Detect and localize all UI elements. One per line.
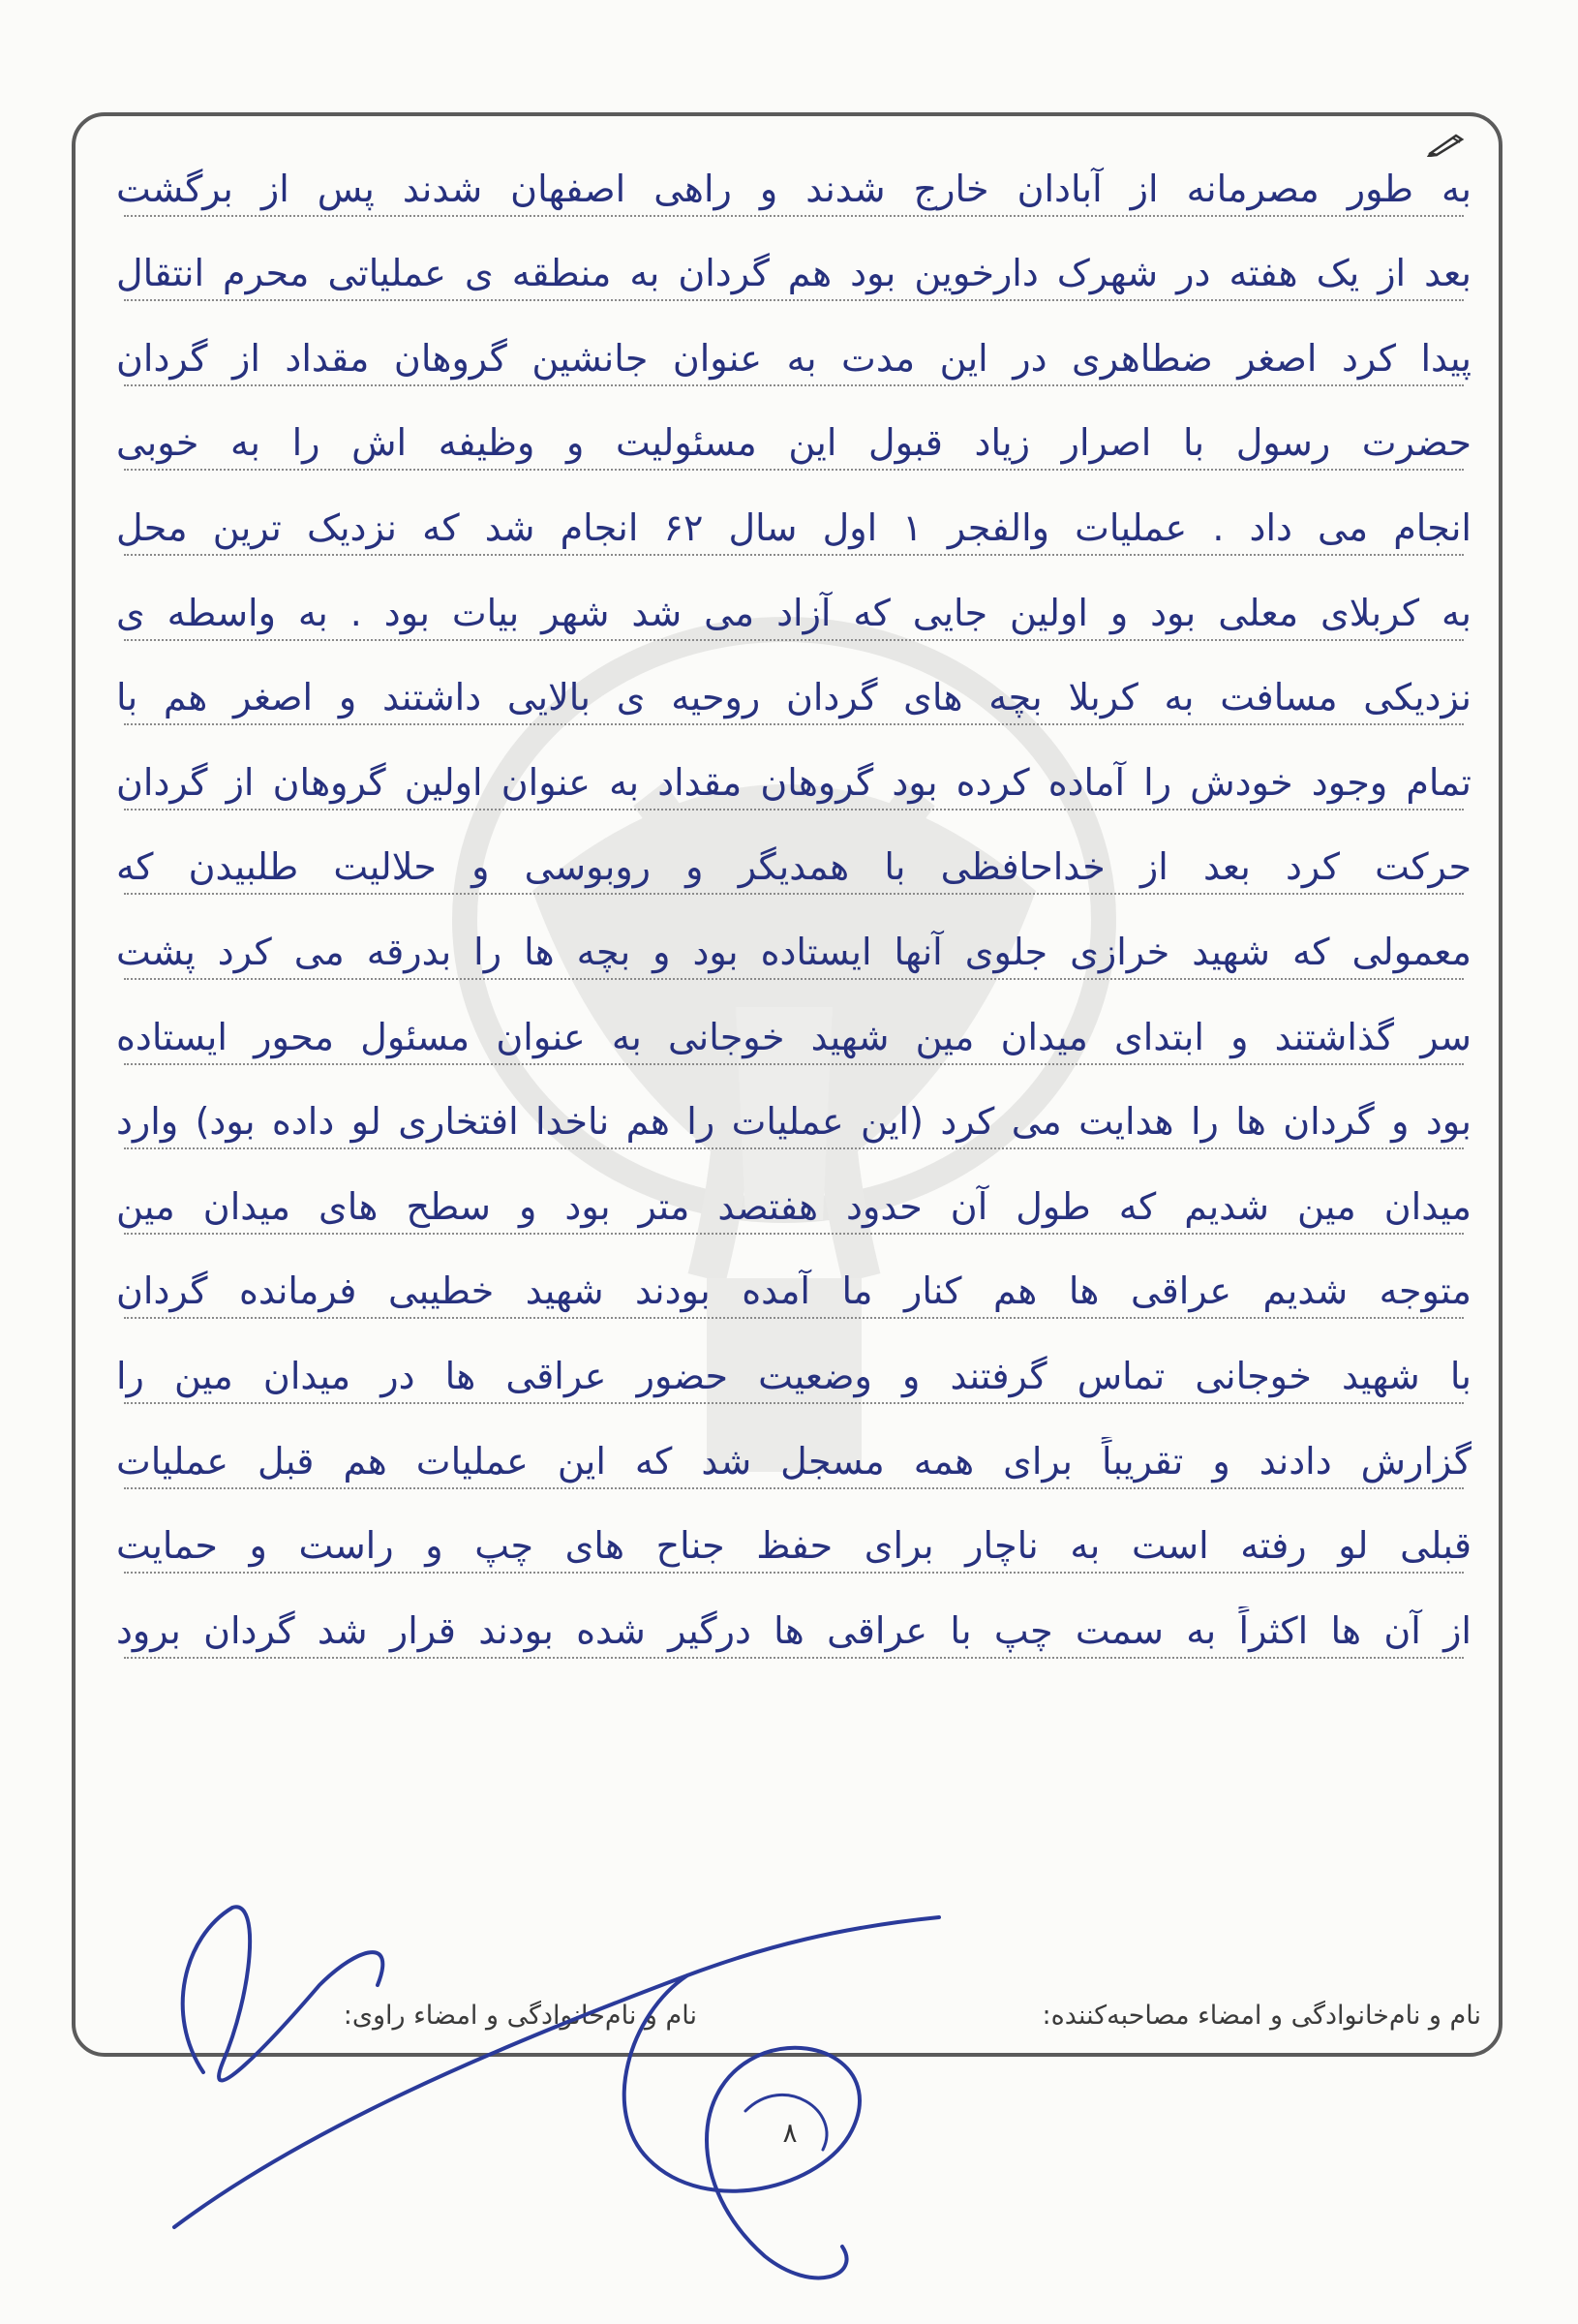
text-line-18 (106, 1587, 1481, 1672)
signature-drawing (145, 1820, 1017, 2305)
text-line-12 (106, 1079, 1481, 1164)
line-text: بود و گردان ها را هدایت می کرد (این عملیات را هم ناخدا افتخاری لو داده بود) وارد (116, 1100, 1472, 1144)
text-line-8 (106, 739, 1481, 824)
line-text: بعد از یک هفته در شهرک دارخوین بود هم گردان به منطقه ی عملیاتی محرم انتقال (116, 252, 1472, 295)
text-line-10 (106, 908, 1481, 994)
line-text: پیدا کرد اصغر ضطاهری در این مدت به عنوان جانشین گروهان مقداد از گردان (116, 336, 1472, 380)
text-line-1 (106, 145, 1481, 230)
handwritten-lines (106, 145, 1481, 1672)
line-text: نزدیکی مسافت به کربلا بچه های گردان روحیه ی بالایی داشتند و اصغر هم با (116, 676, 1472, 719)
line-text: با شهید خوجانی تماس گرفتند و وضعیت حضور عراقی ها در میدان مین را (116, 1354, 1472, 1397)
text-line-11 (106, 994, 1481, 1079)
line-text: از آن ها اکثراً به سمت چپ با عراقی ها درگیر شده بودند قرار شد گردان برود (116, 1608, 1472, 1652)
line-text: حرکت کرد بعد از خداحافظی با همدیگر و روبوسی و حلالیت طلبیدن که (116, 845, 1472, 889)
text-line-4 (106, 400, 1481, 485)
page-number: ۸ (782, 2117, 798, 2149)
line-text: گزارش دادند و تقریباً برای همه مسجل شد که این عملیات هم قبل عملیات (116, 1439, 1472, 1483)
text-line-7 (106, 655, 1481, 740)
line-text: میدان مین شدیم که طول آن حدود هفتصد متر بود و سطح های میدان مین (116, 1184, 1472, 1228)
line-text: به کربلای معلی بود و اولین جایی که آزاد می شد شهر بیات بود . به واسطه ی (116, 591, 1472, 634)
text-line-9 (106, 824, 1481, 909)
line-text: به طور مصرمانه از آبادان خارج شدند و راهی اصفهان شدند پس از برگشت (116, 167, 1472, 210)
text-line-14 (106, 1248, 1481, 1333)
text-line-2 (106, 230, 1481, 316)
line-text: قبلی لو رفته است به ناچار برای حفظ جناح های چپ و راست و حمایت (116, 1524, 1472, 1568)
text-line-16 (106, 1418, 1481, 1503)
text-line-3 (106, 315, 1481, 400)
text-line-15 (106, 1332, 1481, 1418)
narrator-signature-label: نام و نام‌خانوادگی و امضاء راوی: (343, 2001, 697, 2031)
text-line-6 (106, 569, 1481, 655)
line-text: معمولی که شهید خرازی جلوی آنها ایستاده بود و بچه ها را بدرقه می کرد پشت (116, 930, 1472, 973)
text-line-13 (106, 1163, 1481, 1248)
text-line-17 (106, 1503, 1481, 1588)
line-text: تمام وجود خودش را آماده کرده بود گروهان مقداد به عنوان اولین گروهان از گردان (116, 760, 1472, 804)
line-text: سر گذاشتند و ابتدای میدان مین شهید خوجانی به عنوان مسئول محور ایستاده (116, 1015, 1472, 1058)
interviewer-signature-label: نام و نام‌خانوادگی و امضاء مصاحبه‌کننده: (1042, 2001, 1481, 2031)
line-text: حضرت رسول با اصرار زیاد قبول این مسئولیت و وظیفه اش را به خوبی (116, 421, 1472, 465)
line-text: انجام می داد . عملیات والفجر ۱ اول سال ۶۲ انجام شد که نزدیک ترین محل (116, 505, 1472, 549)
line-text: متوجه شدیم عراقی ها هم کنار ما آمده بودند شهید خطیبی فرمانده گردان (116, 1269, 1472, 1313)
text-line-5 (106, 484, 1481, 569)
